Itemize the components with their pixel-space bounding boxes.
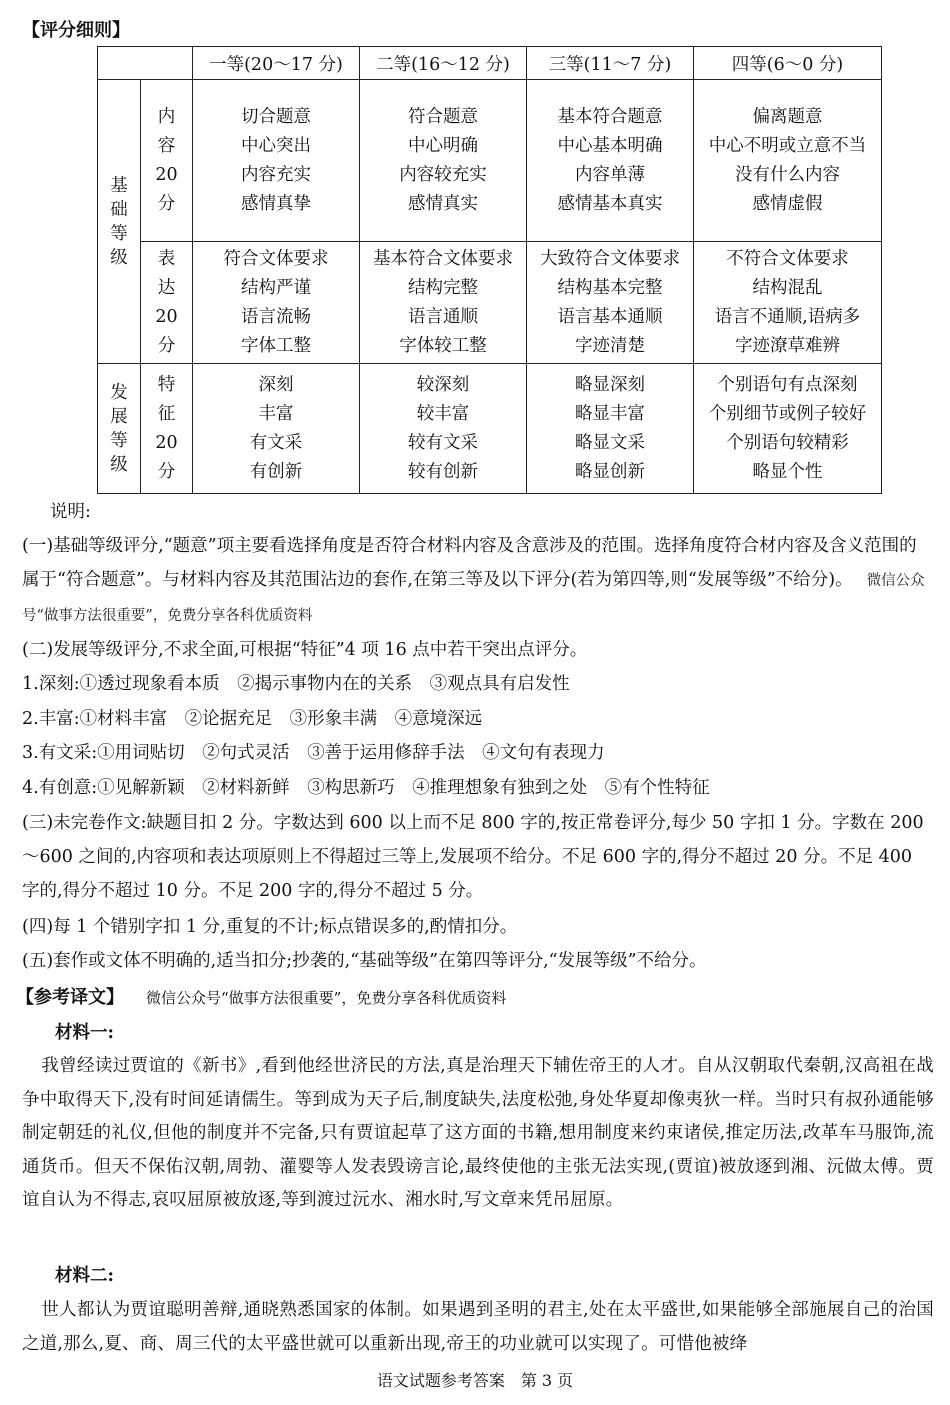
content-cell-grade-3: 基本符合题意 中心基本明确 内容单薄 感情基本真实: [527, 80, 694, 242]
material-2-text: 世人都认为贾谊聪明善辩,通晓熟悉国家的体制。如果遇到圣明的君主,处在太平盛世,如果能够全部施展自己的治国之道,那么,夏、商、周三代的太平盛世就可以重新出现,帝王的功业就可以实现了。可惜他被绛: [22, 1300, 934, 1354]
group-dev-label: 发 展 等 级: [98, 364, 141, 494]
expression-cell-grade-2: 基本符合文体要求 结构完整 语言通顺 字体较工整: [360, 242, 527, 364]
rubric-title: 【评分细则】: [22, 20, 130, 41]
row-label-content: 内 容 20 分: [141, 80, 193, 242]
note-1-text: (一)基础等级评分,“题意”项主要看选择角度是否符合材料内容及含意涉及的范围。选择角度符合材内容及含义范围的属于“符合题意”。与材料内容及其范围沾边的套作,在第三等及以下评分(若为第四等,则“发展等级”不给分)。: [22, 536, 917, 590]
row-label-feature: 特 征 20 分: [141, 364, 193, 494]
corner-cell: [98, 47, 193, 80]
content-cell-grade-1: 切合题意 中心突出 内容充实 感情真挚: [193, 80, 360, 242]
translation-watermark: 微信公众号“做事方法很重要”，免费分享各科优质资料: [146, 989, 507, 1007]
note-3: 1.深刻:①透过现象看本质 ②揭示事物内在的关系 ③观点具有启发性: [22, 674, 570, 694]
feature-cell-grade-3: 略显深刻 略显丰富 略显文采 略显创新: [527, 364, 694, 494]
rubric-table: [97, 46, 882, 494]
note-5: 3.有文采:①用词贴切 ②句式灵活 ③善于运用修辞手法 ④文句有表现力: [22, 743, 605, 763]
content-cell-grade-4: 偏离题意 中心不明或立意不当 没有什么内容 感情虚假: [694, 80, 882, 242]
header-grade-3: 三等(11～7 分): [527, 47, 694, 80]
note-6: 4.有创意:①见解新颖 ②材料新鲜 ③构思新巧 ④推理想象有独到之处 ⑤有个性特征: [22, 778, 710, 798]
header-grade-2: 二等(16～12 分): [360, 47, 527, 80]
material-1-title: 材料一:: [55, 1023, 114, 1043]
note-1: [22, 529, 934, 633]
material-2-title: 材料二:: [55, 1266, 114, 1286]
header-grade-4: 四等(6～0 分): [694, 47, 882, 80]
expression-cell-grade-3: 大致符合文体要求 结构基本完整 语言基本通顺 字迹清楚: [527, 242, 694, 364]
notes-title: 说明:: [50, 502, 91, 522]
note-4: 2.丰富:①材料丰富 ②论据充足 ③形象丰满 ④意境深远: [22, 709, 483, 729]
translation-title: [16, 983, 506, 1009]
feature-cell-grade-4: 个别语句有点深刻 个别细节或例子较好 个别语句较精彩 略显个性: [694, 364, 882, 494]
material-1-text: 我曾经读过贾谊的《新书》,看到他经世济民的方法,真是治理天下辅佐帝王的人才。自从汉朝取代秦朝,汉高祖在战争中取得天下,没有时间延请儒生。等到成为天子后,制度缺失,法度松弛,身处华夏却像夷狄一样。当时只有叔孙通能够制定朝廷的礼仪,但他的制度并不完备,只有贾谊起草了这方面的书籍,想用制度来约束诸侯,推定历法,改革车马服饰,流通货币。但天不保佑汉朝,周勃、灌婴等人发表毁谤言论,最终使他的主张无法实现,(贾谊)被放逐到湘、沅做太傅。贾谊自认为不得志,哀叹屈原被放逐,等到渡过沅水、湘水时,写文章来凭吊屈原。: [22, 1056, 934, 1210]
note-7: (三)未完卷作文:缺题目扣 2 分。字数达到 600 以上而不足 800 字的,按正常卷评分,每少 50 字扣 1 分。字数在 200～600 之间的,内容项和表达项原则上不得超过三等上,发展项不给分。不足 600 字的,得分不超过 20 分。不足 400 字的,得分不超过 10 分。不足 200 字的,得分不超过 5 分。: [22, 813, 924, 901]
feature-cell-grade-2: 较深刻 较丰富 较有文采 较有创新: [360, 364, 527, 494]
note-8: (四)每 1 个错别字扣 1 分,重复的不计;标点错误多的,酌情扣分。: [22, 917, 518, 937]
note-1-watermark: 微信公众号“做事方法很重要”，免费分享各科优质资料: [22, 573, 925, 624]
feature-cell-grade-1: 深刻 丰富 有文采 有创新: [193, 364, 360, 494]
page-footer: 语文试题参考答案 第 3 页: [376, 1371, 574, 1390]
expression-cell-grade-1: 符合文体要求 结构严谨 语言流畅 字体工整: [193, 242, 360, 364]
group-basic-label: 基 础 等 级: [98, 80, 141, 364]
translation-title-text: 【参考译文】: [16, 987, 124, 1008]
row-label-expression: 表 达 20 分: [141, 242, 193, 364]
content-cell-grade-2: 符合题意 中心明确 内容较充实 感情真实: [360, 80, 527, 242]
expression-cell-grade-4: 不符合文体要求 结构混乱 语言不通顺,语病多 字迹潦草难辨: [694, 242, 882, 364]
note-9: (五)套作或文体不明确的,适当扣分;抄袭的,“基础等级”在第四等评分,“发展等级”不给分。: [22, 951, 707, 971]
note-2: (二)发展等级评分,不求全面,可根据“特征”4 项 16 点中若干突出点评分。: [22, 640, 588, 660]
header-grade-1: 一等(20～17 分): [193, 47, 360, 80]
